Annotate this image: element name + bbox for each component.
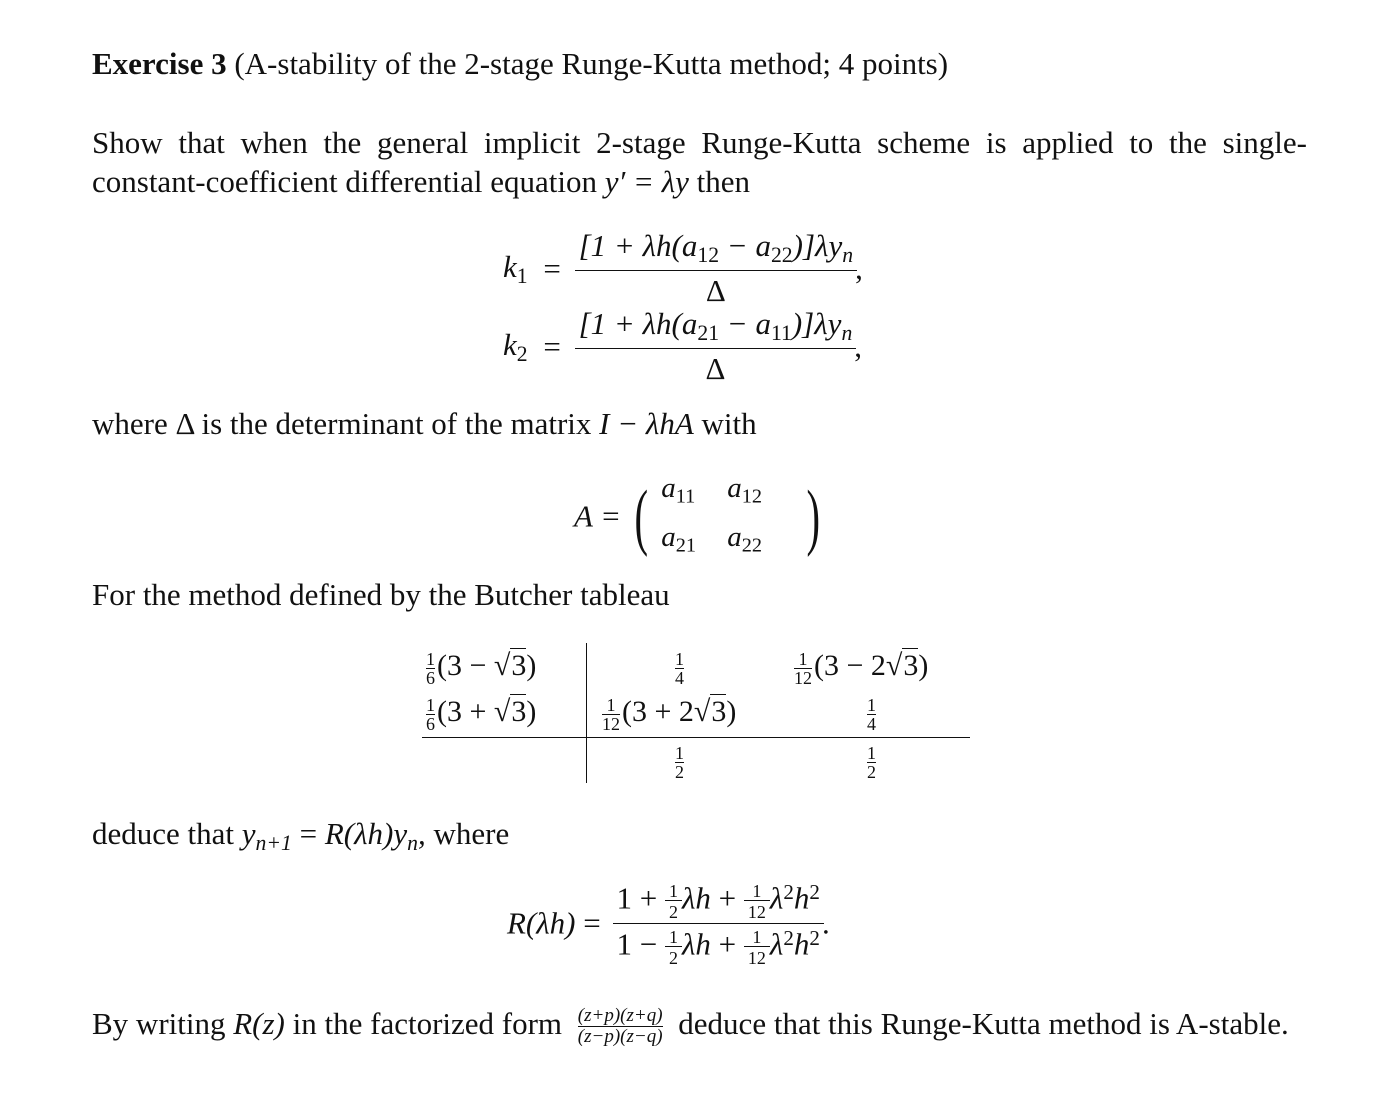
ode-equation: y′ = λy — [604, 164, 689, 199]
deduce-text-end: where — [433, 816, 510, 851]
matrix-entries — [661, 470, 793, 563]
exercise-heading — [92, 46, 948, 82]
tableau-horizontal-rule — [422, 737, 970, 738]
tableau-c1: $\frac{1}{6}$ (3 − √3) — [426, 648, 537, 688]
tableau-c2: $\frac{1}{6}$ (3 + √3) — [426, 694, 537, 734]
factorized-numerator: (z+p)(z+q) — [577, 1005, 663, 1027]
k1-numerator: $[1 + \lambda h(a12 - a22)]\lambda y_n$ — [578, 228, 854, 268]
intro-paragraph — [92, 123, 1307, 201]
k1-denominator: Δ — [575, 270, 857, 309]
k2-equation: k2 = $\frac{[1 + \lambda h(a21 - a11)]\lambda y_n}{\Delta}$ , — [503, 306, 863, 387]
matrix-a12: a12 — [727, 472, 762, 508]
rz-expression: R(z) — [233, 1006, 285, 1041]
stability-function-lhs: R(λh) = — [507, 905, 601, 941]
k1-symbol: k1 — [503, 248, 528, 288]
k2-fraction — [577, 306, 855, 387]
k2-denominator: Δ — [575, 348, 857, 387]
intro-text-end: then — [696, 164, 751, 199]
butcher-tableau — [422, 643, 970, 783]
right-paren: ) — [806, 475, 821, 558]
tableau-b1: $\frac{1}{2}$ — [675, 742, 684, 782]
matrix-lhs: A = — [574, 498, 622, 534]
k2-numerator: $[1 + \lambda h(a21 - a11)]\lambda y_n$ — [578, 306, 853, 346]
factorization-text-end: deduce that this Runge-Kutta method is A-stable. — [678, 1006, 1289, 1041]
matrix-a21: a21 — [661, 520, 696, 557]
tableau-a12: $\frac{1}{12}$ (3 − 2√3) — [794, 648, 929, 688]
tableau-intro: For the method defined by the Butcher tableau — [92, 577, 670, 612]
tableau-a22: $\frac{1}{4}$ — [867, 694, 876, 734]
matrix-a22: a22 — [727, 520, 762, 557]
factorization-text: By writing — [92, 1006, 226, 1041]
k1-fraction — [577, 228, 855, 309]
determinant-text-end: with — [701, 406, 757, 441]
stability-function-equation: R(λh) = 1 + $\frac{1}{2}$ λh + $\frac{1}{12}$ $\lambda^2h^2$ 1 − $\frac{1}{2}$ λh + $\frac{1}{12}$ $\lambda^2h^2$ . — [507, 880, 830, 968]
factorization-paragraph — [92, 1004, 1307, 1047]
stability-denominator: 1 − $\frac{1}{2}$ λh + $\frac{1}{12}$ $\lambda^2h^2$ — [613, 923, 824, 967]
factorized-form — [578, 1006, 663, 1047]
deduce-paragraph — [92, 814, 1307, 863]
stability-function-fraction — [615, 880, 822, 967]
factorized-denominator: (z−p)(z−q) — [577, 1026, 663, 1048]
exercise-label: Exercise 3 — [92, 46, 227, 81]
recurrence-expression: $y_{n+1} = R(\lambda h)y_n$, — [241, 816, 426, 856]
tableau-a11: $\frac{1}{4}$ — [675, 648, 684, 688]
stability-numerator: 1 + $\frac{1}{2}$ λh + $\frac{1}{12}$ $\lambda^2h^2$ — [616, 880, 820, 922]
tableau-vertical-rule — [586, 643, 587, 783]
tableau-a21: $\frac{1}{12}$ (3 + 2√3) — [602, 694, 737, 734]
exercise-subtitle: (A-stability of the 2-stage Runge-Kutta method; 4 points) — [234, 46, 949, 81]
matrix-a11: a11 — [661, 472, 696, 508]
determinant-paragraph — [92, 404, 1307, 443]
matrix-expression: I − λhA — [599, 406, 694, 441]
factorization-text-mid: in the factorized form — [292, 1006, 563, 1041]
k1-equation: k1 = $\frac{[1 + \lambda h(a12 - a22)]\lambda y_n}{\Delta}$ , — [503, 228, 863, 309]
matrix-equation — [574, 470, 826, 563]
deduce-text: deduce that — [92, 816, 235, 851]
determinant-text: where Δ is the determinant of the matrix — [92, 406, 592, 441]
intro-text: Show that when the general implicit 2-stage Runge-Kutta scheme is applied to the single-constant-coefficient differential equation — [92, 125, 1307, 199]
left-paren: ( — [634, 475, 648, 558]
tableau-b2: $\frac{1}{2}$ — [867, 742, 876, 782]
k2-symbol: k2 — [503, 326, 528, 366]
